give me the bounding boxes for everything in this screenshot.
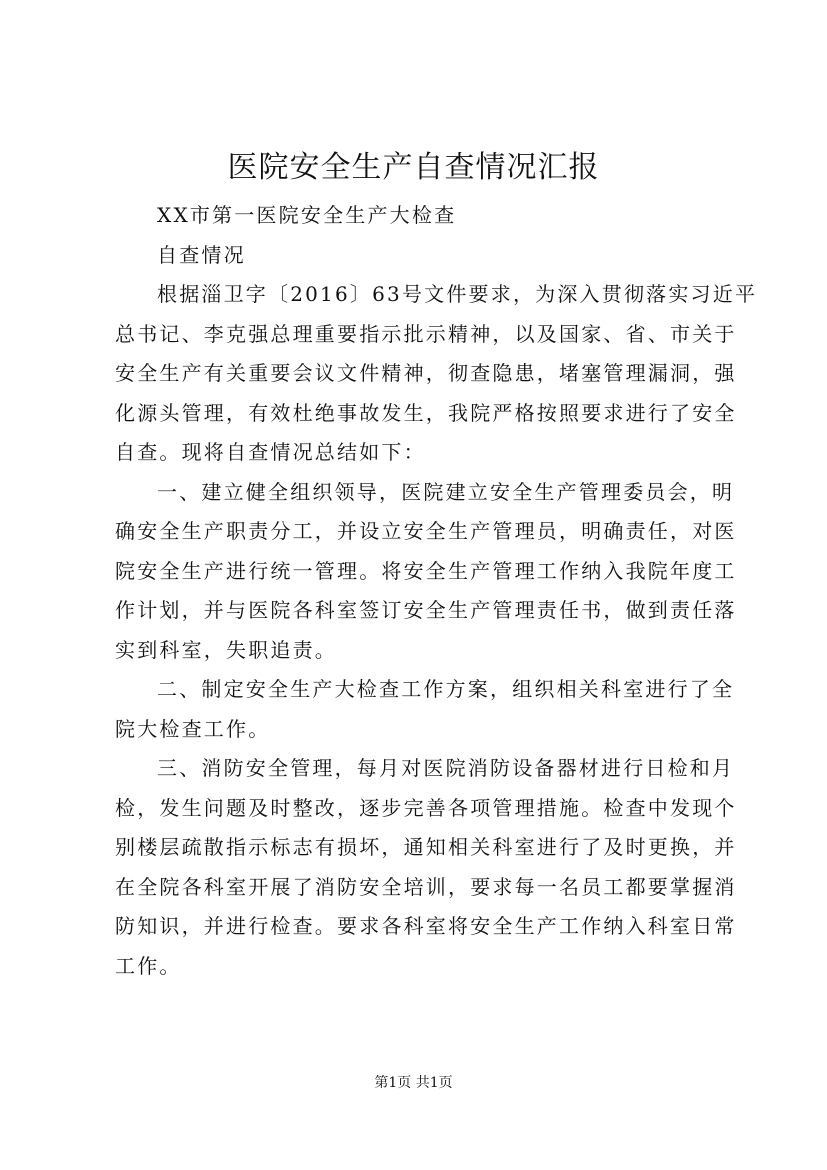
- paragraph-line: 院大检查工作。: [115, 716, 271, 741]
- paragraph-line: 总书记、李克强总理重要指示批示精神，以及国家、省、市关于: [115, 321, 737, 346]
- paragraph-line: 根据淄卫字〔2016〕63号文件要求，为深入贯彻落实习近平: [157, 282, 758, 306]
- paragraph-line: 院安全生产进行统一管理。将安全生产管理工作纳入我院年度工: [115, 558, 737, 583]
- paragraph-line: 二、制定安全生产大检查工作方案，组织相关科室进行了全: [157, 677, 735, 701]
- paragraph-line: 防知识，并进行检查。要求各科室将安全生产工作纳入科室日常: [115, 914, 737, 938]
- paragraph-line: 一、建立健全组织领导，医院建立安全生产管理委员会，明: [157, 479, 735, 504]
- paragraph-line: 实到科室，失职追责。: [115, 637, 337, 662]
- subtitle-line: 自查情况: [157, 242, 246, 267]
- page-footer: 第1页 共1页: [374, 1075, 453, 1091]
- paragraph-line: 别楼层疏散指示标志有损坏，通知相关科室进行了及时更换，并: [115, 835, 737, 859]
- paragraph-line: 确安全生产职责分工，并设立安全生产管理员，明确责任，对医: [115, 519, 737, 543]
- document-body: [115, 196, 758, 986]
- paragraph-line: 三、消防安全管理，每月对医院消防设备器材进行日检和月: [157, 756, 735, 780]
- paragraph-line: 检，发生问题及时整改，逐步完善各项管理措施。检查中发现个: [115, 795, 737, 820]
- paragraph-line: 安全生产有关重要会议文件精神，彻查隐患，堵塞管理漏洞，强: [115, 361, 737, 385]
- paragraph-line: 自查。现将自查情况总结如下：: [115, 440, 426, 464]
- document-title: 医院安全生产自查情况汇报: [227, 150, 600, 185]
- subtitle-line: XX市第一医院安全生产大检查: [157, 203, 457, 227]
- paragraph-line: 在全院各科室开展了消防安全培训，要求每一名员工都要掌握消: [115, 874, 737, 899]
- paragraph-line: 工作。: [115, 953, 182, 978]
- paragraph-line: 化源头管理，有效杜绝事故发生，我院严格按照要求进行了安全: [115, 400, 737, 425]
- paragraph-line: 作计划，并与医院各科室签订安全生产管理责任书，做到责任落: [115, 598, 737, 622]
